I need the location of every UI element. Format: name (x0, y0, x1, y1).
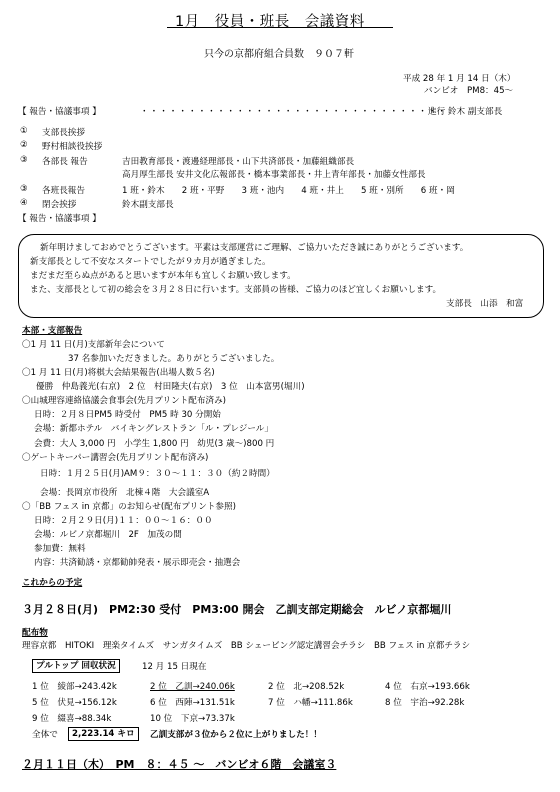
agenda-num: ① (20, 126, 28, 136)
ranking-item: 9 位 綴喜→88.34k (32, 714, 112, 724)
ranking-item: 8 位 宇治→92.28k (385, 698, 465, 708)
agenda-footer: 【 報告・協議事項 】 (18, 214, 101, 224)
schedule-header: これからの予定 (22, 578, 83, 588)
agenda-item: 閉会挨拶 (42, 200, 77, 210)
meeting-place-time: バンビオ PM8：45～ (424, 86, 514, 96)
report-line: 〇山城理容連絡協議会食事会(先月プリント配布済み) (22, 396, 227, 406)
report-line: 会場：ルビノ京都堀川 2F 加茂の間 (34, 530, 182, 540)
report-line: 会場：新都ホテル バイキングレストラン「ル・プレジール」 (34, 424, 273, 434)
report-line: 日時：２月２９日(月)１１：００～１６：００ (34, 516, 213, 526)
agenda-num: ③ (20, 155, 28, 165)
facilitator: 進行 鈴木 副支部長 (428, 107, 503, 117)
agenda-item: 各部長 報告 (42, 157, 88, 167)
report-line: 日時：２月８日PM5 時受付 PM5 時 30 分開始 (34, 410, 221, 420)
agenda-detail: 高月厚生部長 安井文化広報部長・橋本事業部長・井上青年部長・加藤女性部長 (122, 170, 426, 180)
agenda-detail: 吉田教育部長・渡邊経理部長・山下共済部長・加藤組織部長 (122, 157, 355, 167)
members-count: 只今の京都府組合員数 ９０７軒 (204, 49, 354, 60)
report-line: 会場：長岡京市役所 北棟４階 大会議室A (40, 488, 210, 498)
greeting-signature: 支部長 山添 和富 (446, 299, 524, 309)
agenda-item: 支部長挨拶 (42, 128, 85, 138)
ranking-item: 10 位 下京→73.37k (150, 714, 235, 724)
greeting-line: また、支部長として初の総会を３月２８日に行います。支部員の皆様、ご協力のほど宜しくお願いします。 (30, 285, 442, 295)
report-line: 参加費：無料 (34, 544, 86, 554)
greeting-line: 新支部長として不安なスタートでしたが９カ月が過ぎました。 (30, 257, 271, 267)
ranking-item: 7 位 ハ幡→111.86k (268, 698, 353, 708)
schedule-item: ３月２８日(月) PM2:30 受付 PM3:00 開会 乙訓支部定期総会 ルビノ京都堀川 (22, 603, 452, 616)
ranking-item: 6 位 西陣→131.51k (150, 698, 235, 708)
report-line: 〇1 月 11 日(月)支部新年会について (22, 340, 165, 350)
pulltop-label: プルトップ 回収状況 (32, 659, 120, 673)
report-line: 日時：１月２５日(月)AM９：３０～１１：３０（約２時間） (40, 469, 275, 479)
report-line: 〇ゲートキーパー講習会(先月プリント配布済み) (22, 453, 209, 463)
report-line: 37 名参加いただきました。ありがとうございました。 (68, 354, 280, 364)
agenda-detail: 鈴木副支部長 (122, 200, 174, 210)
page-title: 1月 役員・班長 会議資料 (175, 14, 365, 30)
agenda-num: ④ (20, 198, 28, 208)
report-line: 〇「BB フェス in 京都」のお知らせ(配布プリント参照) (22, 502, 236, 512)
agenda-detail: 1 班・鈴木 2 班・平野 3 班・池内 4 班・井上 5 班・別所 6 班・岡 (122, 186, 455, 196)
report-line: 〇1 月 11 日(月)将棋大会結果報告(出場人数５名) (22, 368, 215, 378)
agenda-header: 【 報告・協議事項 】 (18, 107, 101, 117)
handouts-list: 理容京都 HITOKI 理楽タイムズ サンガタイムズ BB シェービング認定講習会チラシ BB フェス in 京都チラシ (22, 641, 471, 651)
handouts-header: 配布物 (22, 628, 48, 638)
greeting-line: まだまだ至らぬ点があると思いますが本年も宜しくお願い致します。 (30, 271, 296, 281)
total-value: 2,223.14 キロ (68, 727, 139, 741)
greeting-line: 新年明けましておめでとうございます。平素は支部運営にご理解、ご協力いただき誠にありがとうございます。 (40, 243, 469, 253)
ranking-item: 2 位 乙訓→240.06k (150, 682, 235, 692)
next-meeting: ２月１１日（木） PM ８：４５ ～ バンビオ６階 会議室３ (22, 758, 337, 771)
report-line: 内容：共済勧誘・京都勧帥発表・展示即売会・抽選会 (34, 558, 241, 568)
agenda-item: 各班長報告 (42, 186, 85, 196)
title-underline (167, 27, 393, 28)
agenda-num: ③ (20, 184, 28, 194)
ranking-item: 4 位 右京→193.66k (385, 682, 470, 692)
reports-header: 本部・支部報告 (22, 326, 83, 336)
ranking-item: 5 位 伏見→156.12k (32, 698, 117, 708)
meeting-date: 平成 28 年 1 月 14 日（木） (403, 74, 516, 84)
total-note: 乙訓支部が３位から２位に上がりました！！ (150, 730, 322, 740)
report-line: 会費：大人 3,000 円 小学生 1,800 円 幼児(3 歳～)800 円 (34, 439, 275, 449)
ranking-item: 1 位 綾部→243.42k (32, 682, 117, 692)
ranking-item: 2 位 北→208.52k (268, 682, 345, 692)
total-label: 全体で (32, 730, 58, 740)
agenda-num: ② (20, 140, 28, 150)
agenda-item: 野村相談役挨拶 (42, 142, 103, 152)
agenda-leader-dots: ・・・・・・・・・・・・・・・・・・・・・・・・・・・・・・・・ (140, 107, 448, 117)
report-line: 優勝 仲島義光(右京) 2 位 村田隆夫(右京) 3 位 山本富男(堀川) (36, 382, 305, 392)
pulltop-asof: 12 月 15 日現在 (142, 662, 207, 672)
